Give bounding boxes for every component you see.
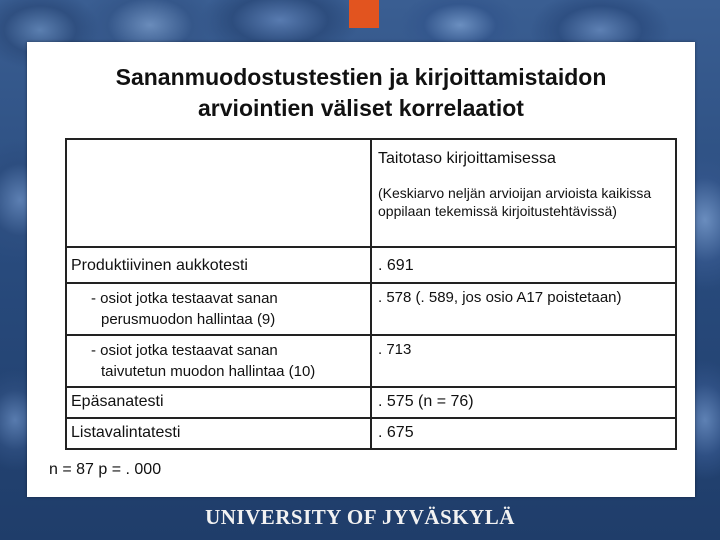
- slide-title: [27, 62, 695, 124]
- table-row: [66, 418, 676, 449]
- title-line-2: arviointien väliset korrelaatiot: [198, 95, 524, 121]
- table-row: [66, 283, 676, 335]
- header-title: Taitotaso kirjoittamisessa: [378, 150, 556, 167]
- row-label: Listavalintatesti: [66, 418, 371, 449]
- row-value: . 578 (. 589, jos osio A17 poistetaan): [371, 283, 676, 335]
- row-label: Epäsanatesti: [66, 387, 371, 418]
- row-label: Produktiivinen aukkotesti: [66, 247, 371, 283]
- top-accent-bar: [349, 0, 379, 28]
- header-cell: [371, 139, 676, 247]
- table-row: [66, 335, 676, 387]
- row-value: . 713: [371, 335, 676, 387]
- row-label-line-2: taivutetun muodon hallintaa (10): [101, 363, 316, 380]
- row-label-line-2: perusmuodon hallintaa (9): [101, 311, 276, 328]
- row-label-line-1: - osiot jotka testaavat sanan: [91, 342, 278, 359]
- table-header-row: [66, 139, 676, 247]
- row-value: . 575 (n = 76): [371, 387, 676, 418]
- correlation-table: [65, 138, 677, 450]
- row-label-line-1: - osiot jotka testaavat sanan: [91, 290, 278, 307]
- table-row: [66, 247, 676, 283]
- header-empty-cell: [66, 139, 371, 247]
- footnote: n = 87 p = . 000: [49, 461, 162, 478]
- row-value: . 675: [371, 418, 676, 449]
- row-label: [66, 335, 371, 387]
- university-logo: UNIVERSITY OF JYVÄSKYLÄ: [205, 505, 515, 529]
- title-line-1: Sananmuodostustestien ja kirjoittamistaidon: [115, 64, 607, 90]
- header-note: (Keskiarvo neljän arvioijan arvioista kaikissa oppilaan tekemissä kirjoitustehtävissä): [378, 185, 652, 219]
- slide-panel: [27, 42, 695, 497]
- table-row: [66, 387, 676, 418]
- row-value: . 691: [371, 247, 676, 283]
- row-label: [66, 283, 371, 335]
